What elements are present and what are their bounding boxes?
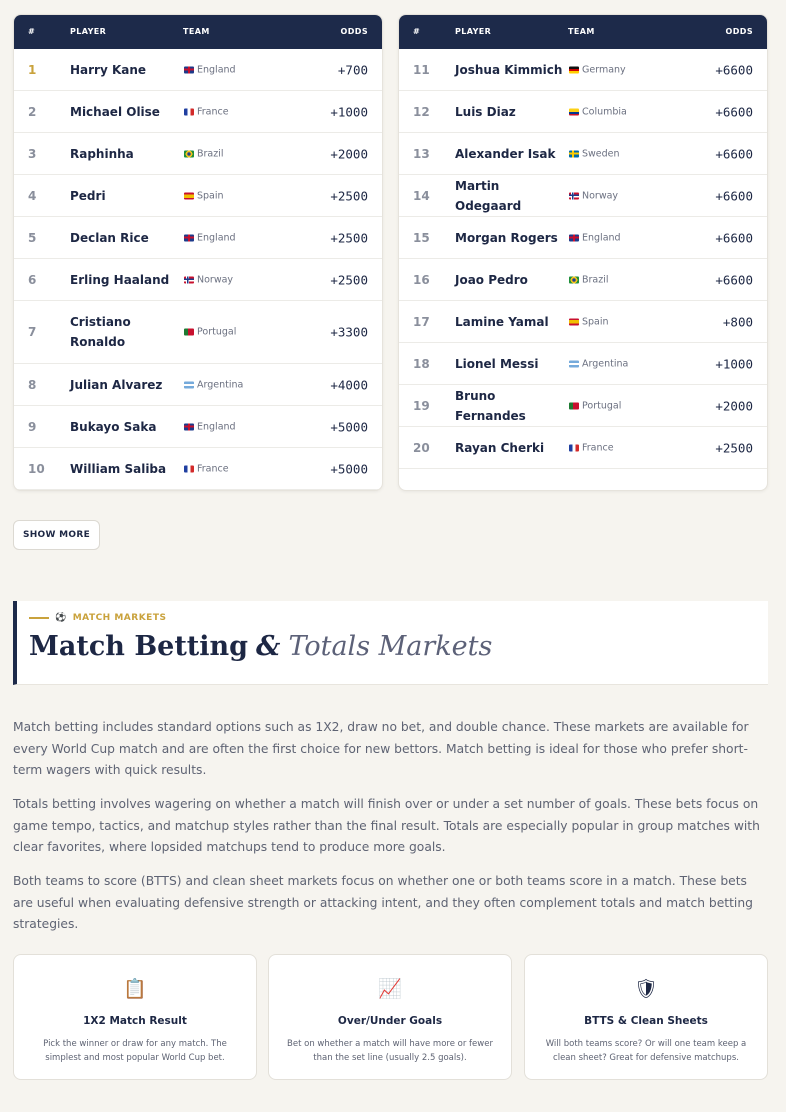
argentina-flag-icon [569,360,579,367]
odds-value: +2500 [715,440,753,455]
table-row [399,49,767,91]
team-name: England [197,421,236,432]
odds-value: +6600 [715,272,753,287]
rank-number: 4 [28,188,37,203]
card-title: BTTS & Clean Sheets [584,1015,708,1027]
team-cell [184,64,236,75]
table-row [14,364,382,406]
odds-value: +2000 [330,146,368,161]
team-cell [184,274,233,285]
table-row [399,343,767,385]
card-btts [524,954,768,1080]
col-num: # [413,27,421,36]
team-cell [569,442,614,453]
team-name: Portugal [197,326,237,338]
portugal-flag-icon [184,329,194,336]
rank-number: 13 [413,146,430,161]
player-name: Martin Odegaard [455,178,522,213]
col-odds: ODDS [340,27,368,36]
table-body [399,49,767,469]
player-name: Bukayo Saka [70,419,157,434]
table-row [399,385,767,427]
odds-table-right [398,14,768,491]
eyebrow-line [29,617,49,619]
player-name: Rayan Cherki [455,440,545,455]
team-name: England [582,232,621,243]
odds-value: +2500 [330,188,368,203]
portugal-flag-icon [569,402,579,409]
sweden-flag-icon [569,150,579,157]
player-name: Harry Kane [70,62,147,77]
col-player: PLAYER [455,27,492,36]
rank-number: 5 [28,230,37,245]
team-cell [569,64,626,75]
col-team: TEAM [568,27,595,36]
soccer-ball-icon: ⚽ [55,613,67,623]
team-cell [184,379,243,390]
team-cell [569,232,621,243]
odds-table-left [13,14,383,491]
title-main: Match Betting [29,631,249,662]
team-cell [569,274,609,285]
rank-number: 3 [28,146,37,161]
rank-number: 6 [28,272,37,287]
team-cell [184,148,224,159]
spain-flag-icon [184,192,194,199]
table-header [399,15,767,49]
team-cell [569,400,621,411]
player-name: Pedri [70,188,106,203]
player-name: Erling Haaland [70,272,170,287]
table-row [14,49,382,91]
eyebrow-label: MATCH MARKETS [72,613,167,623]
clipboard-icon: 📋 [123,978,147,1000]
card-over-under [268,954,512,1080]
rank-number: 2 [28,104,37,119]
odds-value: +2000 [715,398,753,413]
col-team: TEAM [183,27,210,36]
player-name: Declan Rice [70,230,149,245]
england-flag-icon [184,66,194,73]
player-name: Joao Pedro [455,272,528,287]
player-name: Julian Alvarez [70,377,163,392]
card-description: Bet on whether a match will have more or fewer than the set line (usually 2.5 goals). [287,1039,493,1063]
odds-value: +6600 [715,146,753,161]
team-cell [184,421,236,432]
card-1x2 [13,954,257,1080]
odds-value: +6600 [715,104,753,119]
table-row [399,175,767,217]
team-cell [569,190,618,201]
odds-value: +1000 [715,356,753,371]
section-header [13,601,768,685]
france-flag-icon [569,444,579,451]
odds-value: +3300 [330,324,368,340]
title-accent: Totals Markets [288,631,493,662]
odds-value: +6600 [715,62,753,77]
chart-up-icon: 📈 [378,978,402,1000]
england-flag-icon [184,234,194,241]
rank-number: 16 [413,272,430,287]
player-name: Luis Diaz [455,104,516,119]
team-name: Sweden [582,148,620,159]
table-row [399,301,767,343]
section-eyebrow [29,613,166,623]
card-title: 1X2 Match Result [83,1015,187,1027]
team-cell [184,190,224,201]
rank-number: 15 [413,230,430,245]
table-row [399,91,767,133]
team-cell [569,358,628,369]
table-row [14,217,382,259]
rank-number: 9 [28,419,37,434]
team-name: Columbia [582,106,627,117]
team-cell [184,327,236,338]
team-name: Spain [197,190,224,201]
rank-number: 20 [413,440,430,455]
col-odds: ODDS [725,27,753,36]
argentina-flag-icon [184,381,194,388]
odds-value: +700 [337,62,368,77]
rank-number: 14 [413,188,430,203]
odds-value: +4000 [330,377,368,392]
player-name: Alexander Isak [455,146,556,161]
brazil-flag-icon [184,150,194,157]
col-num: # [28,27,36,36]
rank-number: 19 [413,398,430,413]
player-name: Lionel Messi [455,356,539,371]
title-ampersand: & [256,631,281,662]
player-name: Joshua Kimmich [455,62,563,77]
player-name: Morgan Rogers [455,230,558,245]
table-row [14,259,382,301]
card-description: Will both teams score? Or will one team keep a clean sheet? Great for defensive matchups. [545,1039,747,1063]
team-name: England [197,232,236,243]
table-row [14,91,382,133]
france-flag-icon [184,465,194,472]
paragraph-totals: Totals betting involves wagering on whether a match will finish over or under a set number of goals. These bets focus on game tempo, tactics, and matchup styles rather than the final result. Totals are especially popular in group matches with clear favorites, where lopsided matchups tend to produce more goals. [13,797,760,854]
rank-number: 12 [413,104,430,119]
player-name: William Saliba [70,461,167,476]
team-name: Brazil [582,274,609,285]
england-flag-icon [184,423,194,430]
table-row [14,301,382,364]
norway-flag-icon [184,276,194,283]
player-name: Raphinha [70,146,134,161]
odds-value: +2500 [330,272,368,287]
table-row [399,217,767,259]
odds-value: +6600 [715,230,753,245]
odds-value: +6600 [715,188,753,203]
col-player: PLAYER [70,27,107,36]
rank-number: 11 [413,62,430,77]
paragraph-match-betting: Match betting includes standard options such as 1X2, draw no bet, and double chance. These markets are available for every World Cup match and are often the first choice for new bettors. Match betting is ideal for those who prefer short-term wagers with quick results. [13,720,749,777]
player-name: Michael Olise [70,104,160,119]
odds-value: +800 [722,314,753,329]
team-cell [184,106,229,117]
odds-value: +2500 [330,230,368,245]
team-name: Brazil [197,148,224,159]
team-name: Germany [582,64,626,75]
team-name: France [197,463,229,474]
team-name: Norway [197,274,234,285]
team-name: Portugal [582,400,622,411]
rank-number: 1 [28,62,37,77]
team-cell [184,232,236,243]
show-more-button[interactable]: SHOW MORE [13,520,100,550]
table-row [14,406,382,448]
team-cell [569,106,627,117]
rank-number: 17 [413,314,430,329]
shield-icon: 🛡 [633,978,659,1000]
paragraph-btts: Both teams to score (BTTS) and clean sheet markets focus on whether one or both teams score in a match. These bets are useful when evaluating defensive strength or attacking intent, and they often complement totals and match betting strategies. [13,874,753,931]
team-cell [184,463,229,474]
table-row [14,175,382,217]
odds-value: +5000 [330,461,368,476]
section-title [29,631,492,662]
team-cell [569,316,609,327]
table-row [14,448,382,490]
team-name: Argentina [582,358,629,369]
table-row [14,133,382,175]
table-row [399,427,767,469]
player-name: Cristiano Ronaldo [70,315,131,349]
team-cell [569,148,620,159]
brazil-flag-icon [569,276,579,283]
rank-number: 7 [28,325,37,339]
germany-flag-icon [569,66,579,73]
team-name: Argentina [197,379,244,390]
odds-value: +1000 [330,104,368,119]
card-description: Pick the winner or draw for any match. The simplest and most popular World Cup bet. [43,1039,227,1063]
table-header [14,15,382,49]
colombia-flag-icon [569,108,579,115]
table-row [399,133,767,175]
player-name: Bruno Fernandes [455,388,526,423]
table-body [14,49,382,490]
odds-value: +5000 [330,419,368,434]
market-cards [13,954,768,1080]
rank-number: 18 [413,356,430,371]
france-flag-icon [184,108,194,115]
player-name: Lamine Yamal [455,314,549,329]
rank-number: 8 [28,377,37,392]
table-row [399,259,767,301]
team-name: France [197,106,229,117]
team-name: Norway [582,190,619,201]
odds-tables [13,14,768,491]
rank-number: 10 [28,461,45,476]
team-name: England [197,64,236,75]
spain-flag-icon [569,318,579,325]
england-flag-icon [569,234,579,241]
team-name: France [582,442,614,453]
norway-flag-icon [569,192,579,199]
team-name: Spain [582,316,609,327]
card-title: Over/Under Goals [337,1015,443,1027]
